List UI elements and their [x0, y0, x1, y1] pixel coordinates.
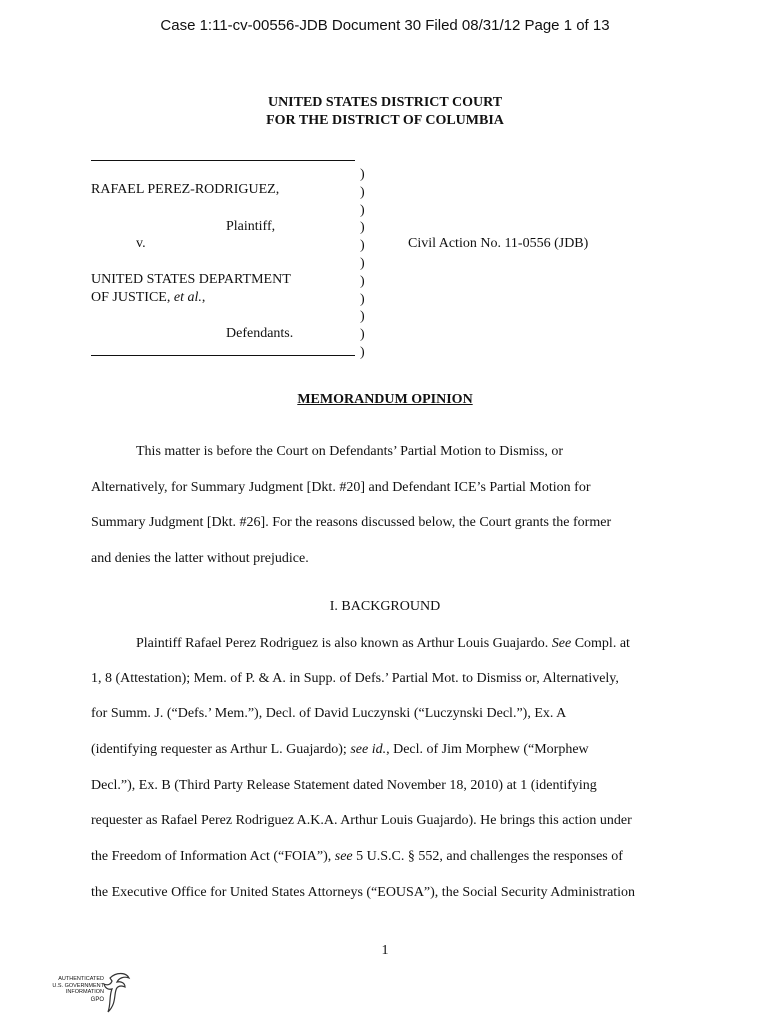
plaintiff-name: RAFAEL PEREZ-RODRIGUEZ, — [91, 182, 280, 197]
intro-line-1: This matter is before the Court on Defendants’ Partial Motion to Dismiss, or — [136, 444, 564, 459]
versus: v. — [136, 236, 146, 251]
logo-line1: AUTHENTICATED — [58, 976, 104, 982]
caption-top-rule — [91, 160, 355, 161]
section-heading: I. BACKGROUND — [329, 599, 441, 614]
background-line-2: 1, 8 (Attestation); Mem. of P. & A. in Supp. of Defs.’ Partial Mot. to Dismiss or, Alternatively, — [91, 671, 619, 686]
page-number: 1 — [381, 943, 389, 958]
court-name-line2: FOR THE DISTRICT OF COLUMBIA — [266, 113, 504, 128]
civil-action-number: Civil Action No. 11-0556 (JDB) — [408, 236, 589, 251]
caption-bottom-rule — [91, 355, 355, 356]
background-line-1: Plaintiff Rafael Perez Rodriguez is also known as Arthur Louis Guajardo. See Compl. at — [136, 636, 630, 651]
defendant-line2: OF JUSTICE, et al., — [91, 290, 206, 305]
background-line-6: requester as Rafael Perez Rodriguez A.K.A. Arthur Louis Guajardo). He brings this action under — [91, 813, 632, 828]
gpo-authentication-logo — [44, 972, 134, 1018]
case-header: Case 1:11-cv-00556-JDB Document 30 Filed 08/31/12 Page 1 of 13 — [160, 17, 610, 34]
logo-line2: U.S. GOVERNMENT — [52, 982, 104, 989]
logo-line4: GPO — [90, 997, 104, 1003]
background-line-4: (identifying requester as Arthur L. Guajardo); see id., Decl. of Jim Morphew (“Morphew — [91, 742, 589, 757]
background-line-3: for Summ. J. (“Defs.’ Mem.”), Decl. of David Luczynski (“Luczynski Decl.”), Ex. A — [91, 706, 567, 721]
court-name-line1: UNITED STATES DISTRICT COURT — [267, 95, 503, 110]
intro-line-2: Alternatively, for Summary Judgment [Dkt. #20] and Defendant ICE’s Partial Motion for — [91, 480, 591, 495]
logo-line3: INFORMATION — [65, 989, 104, 995]
eagle-icon — [102, 972, 132, 1016]
defendant-role: Defendants. — [226, 326, 294, 341]
background-line-5: Decl.”), Ex. B (Third Party Release Statement dated November 18, 2010) at 1 (identifying — [91, 778, 597, 793]
opinion-title: MEMORANDUM OPINION — [297, 392, 473, 407]
defendant-line1: UNITED STATES DEPARTMENT — [91, 272, 291, 287]
intro-line-3: Summary Judgment [Dkt. #26]. For the reasons discussed below, the Court grants the former — [91, 515, 612, 530]
background-line-8: the Executive Office for United States Attorneys (“EOUSA”), the Social Security Administration — [91, 885, 636, 900]
plaintiff-role: Plaintiff, — [226, 219, 276, 234]
intro-line-4: and denies the latter without prejudice. — [91, 551, 309, 566]
caption-parens: ) ) ) ) ) ) ) ) ) ) ) — [360, 167, 365, 360]
background-line-7: the Freedom of Information Act (“FOIA”), see 5 U.S.C. § 552, and challenges the responses of — [91, 849, 623, 864]
